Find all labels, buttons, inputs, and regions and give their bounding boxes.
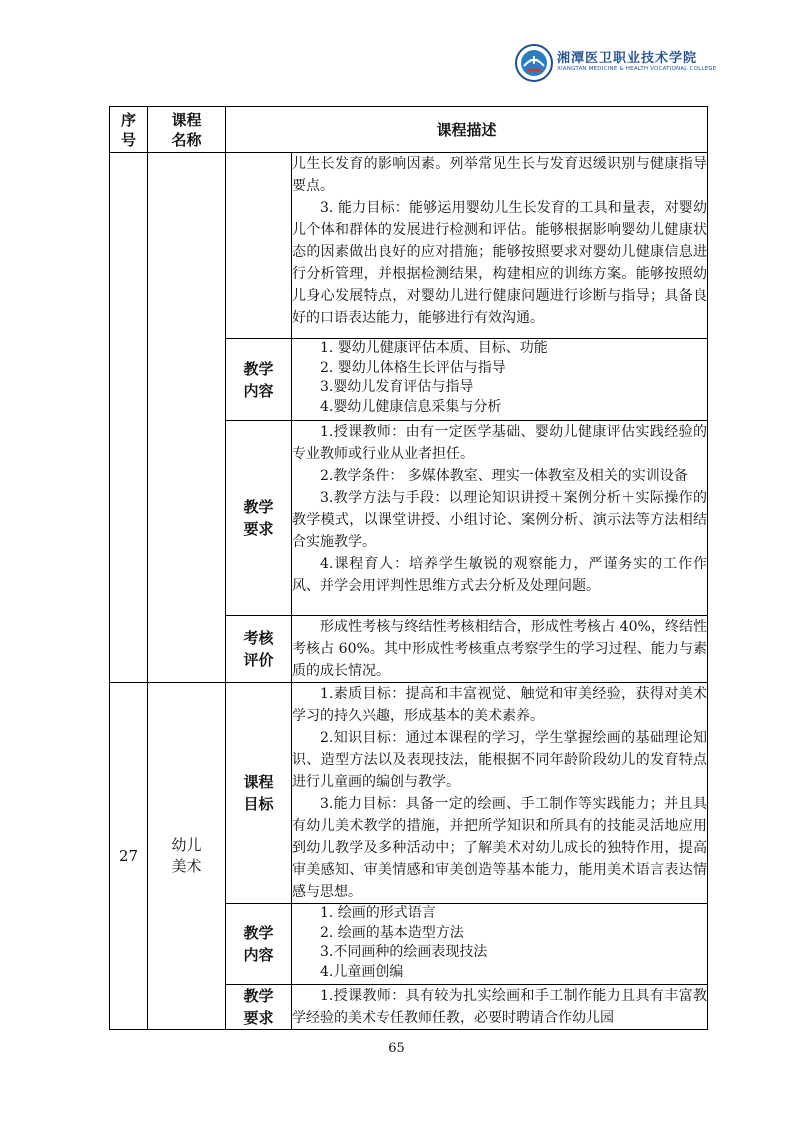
- list-item: 2.教学条件： 多媒体教室、理实一体教室及相关的实训设备: [320, 468, 688, 484]
- label-cell: [226, 153, 292, 339]
- requirement-label-line1: 教学: [243, 498, 274, 516]
- list-item: 1. 婴幼儿健康评估本质、目标、功能: [320, 340, 548, 356]
- requirement-description: [292, 985, 708, 1030]
- list-item: 3.婴幼儿发育评估与指导: [320, 379, 474, 395]
- list-item: 2. 绘画的基本造型方法: [320, 924, 464, 941]
- list-item: 2.知识目标：通过本课程的学习，学生掌握绘画的基础理论知识、造型方法以及表现技法，能根据不同年龄阶段幼儿的发育特点进行儿童画的编创与教学。: [292, 730, 708, 790]
- requirement-label: [226, 421, 292, 616]
- list-item: 1. 绘画的形式语言: [320, 905, 436, 921]
- list-item: 3.不同画种的绘画表现技法: [320, 944, 488, 960]
- requirement-text: 1.授课教师：具有较为扎实绘画和手工制作能力且具有丰富教学经验的美术专任教师任教，必要时聘请合作幼儿园: [292, 988, 708, 1026]
- course-name-line1: 幼儿: [171, 836, 202, 854]
- school-name-cn: 湘潭医卫职业技术学院: [557, 51, 698, 66]
- course-name-line2: 美术: [171, 857, 202, 875]
- seq-cell: [110, 153, 148, 683]
- evaluation-description: [292, 616, 708, 683]
- school-name-en: XIANGTAN MEDICINE & HEALTH VOCATIONAL COLLEGE: [557, 66, 717, 72]
- content-label-line2: 内容: [243, 946, 274, 964]
- goal-description: [292, 153, 708, 339]
- requirement-label-line1: 教学: [243, 987, 274, 1005]
- list-item: 4.婴幼儿健康信息采集与分析: [320, 398, 502, 415]
- course-table: [109, 106, 708, 1030]
- name-header-line1: 课程: [171, 110, 202, 129]
- evaluation-label: [226, 616, 292, 683]
- content-label-line1: 教学: [243, 924, 274, 942]
- school-logo: [515, 44, 717, 84]
- requirement-label-line2: 要求: [243, 1009, 274, 1027]
- seq-header-line1: 序: [120, 110, 136, 129]
- list-item: 2. 婴幼儿体格生长评估与指导: [320, 359, 506, 376]
- content-label: [226, 904, 292, 985]
- name-cell: [148, 153, 226, 683]
- goal-label: [226, 683, 292, 904]
- seq-header: [110, 107, 148, 153]
- page-number: 65: [388, 1041, 405, 1056]
- desc-header: 课程描述: [226, 107, 708, 153]
- course-name: [148, 683, 226, 1030]
- table-header-row: [110, 107, 708, 153]
- list-item: 4.儿童画创编: [320, 963, 404, 980]
- content-list: [292, 339, 708, 421]
- goal-label-line1: 课程: [243, 773, 274, 791]
- table-row: [110, 153, 708, 339]
- name-header-line2: 名称: [171, 130, 202, 149]
- course-number: 27: [110, 683, 148, 1030]
- evaluation-label-line2: 评价: [243, 651, 274, 669]
- evaluation-label-line1: 考核: [243, 629, 274, 647]
- list-item: 4.课程育人：培养学生敏锐的观察能力，严谨务实的工作作风、并学会用评判性思维方式去分析及处理问题。: [292, 556, 708, 594]
- school-emblem-icon: [515, 44, 553, 82]
- list-item: 1.授课教师：由有一定医学基础、婴幼儿健康评估实践经验的专业教师或行业从业者担任。: [292, 424, 708, 462]
- goal-list: [292, 683, 708, 904]
- list-item: 1.素质目标：提高和丰富视觉、触觉和审美经验，获得对美术学习的持久兴趣，形成基本的美术素养。: [292, 686, 708, 724]
- list-item: 3.能力目标：具备一定的绘画、手工制作等实践能力；并且具有幼儿美术教学的措施，并把所学知识和所具有的技能灵活地应用到幼儿教学及多种活动中；了解美术对幼儿成长的独特作用，提高审美感知、审美情感和审美创造等基本能力，能用美术语言表达情感与思想。: [292, 796, 708, 900]
- name-header: [148, 107, 226, 153]
- requirement-label: [226, 985, 292, 1030]
- content-label-line1: 教学: [243, 359, 274, 378]
- goal-line: 儿生长发育的影响因素。列举常见生长与发育迟缓识别与健康指导要点。: [292, 156, 708, 194]
- content-list: [292, 904, 708, 985]
- evaluation-text: 形成性考核与终结性考核相结合，形成性考核占 40%，终结性考核占 60%。其中形成性考核重点考察学生的学习过程、能力与素质的成长情况。: [292, 619, 708, 679]
- list-item: 3.教学方法与手段：以理论知识讲授＋案例分析＋实际操作的教学模式，以课堂讲授、小组讨论、案例分析、演示法等方法相结合实施教学。: [292, 490, 708, 550]
- content-label: [226, 339, 292, 421]
- table-row: [110, 683, 708, 904]
- goal-label-line2: 目标: [243, 795, 274, 813]
- goal-line: 3. 能力目标：能够运用婴幼儿生长发育的工具和量表，对婴幼儿个体和群体的发展进行检测和评估。能够根据影响婴幼儿健康状态的因素做出良好的应对措施；能够按照要求对婴幼儿健康信息进行分析管理，并根据检测结果，构建相应的训练方案。能够按照幼儿身心发展特点，对婴幼儿进行健康问题进行诊断与指导；具备良好的口语表达能力，能够进行有效沟通。: [292, 200, 708, 326]
- content-label-line2: 内容: [243, 381, 274, 400]
- requirement-list: [292, 421, 708, 616]
- seq-header-line2: 号: [120, 130, 136, 149]
- requirement-label-line2: 要求: [243, 520, 274, 538]
